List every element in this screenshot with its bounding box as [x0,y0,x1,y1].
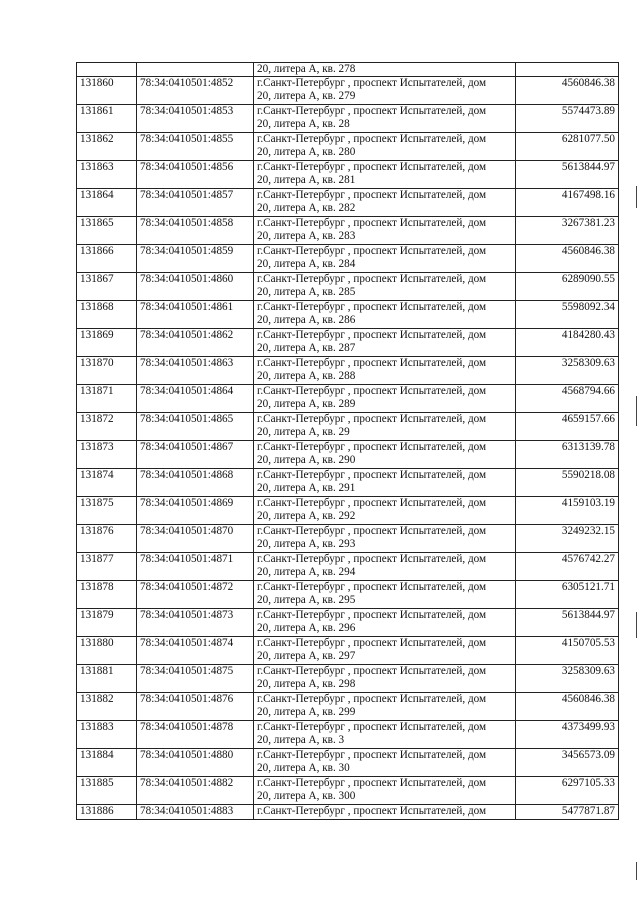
cadastral-number-cell: 78:34:0410501:4880 [137,749,254,777]
address-cell [254,385,516,413]
address-cell [254,413,516,441]
address-line: 20, литера А, кв. 290 [257,454,356,466]
address-line: г.Санкт-Петербург , проспект Испытателей, дом [257,77,487,89]
row-number-cell: 131869 [77,329,137,357]
row-number-cell: 131862 [77,133,137,161]
address-line: г.Санкт-Петербург , проспект Испытателей, дом [257,133,487,145]
row-number-cell: 131864 [77,189,137,217]
address-line: 20, литера А, кв. 278 [257,63,356,75]
address-line: 20, литера А, кв. 284 [257,258,356,270]
address-cell [254,693,516,721]
row-number-cell: 131867 [77,273,137,301]
address-cell [254,749,516,777]
address-line: г.Санкт-Петербург , проспект Испытателей, дом [257,777,487,789]
cadastral-number-cell: 78:34:0410501:4853 [137,105,254,133]
address-line: г.Санкт-Петербург , проспект Испытателей, дом [257,525,487,537]
cadastral-value-cell: 6297105.33 [516,777,619,805]
cadastral-value-cell: 3267381.23 [516,217,619,245]
cadastral-number-cell: 78:34:0410501:4868 [137,469,254,497]
table-row [77,63,619,77]
address-line: 20, литера А, кв. 287 [257,342,356,354]
address-line: г.Санкт-Петербург , проспект Испытателей, дом [257,357,487,369]
address-line: г.Санкт-Петербург , проспект Испытателей, дом [257,245,487,257]
address-cell [254,133,516,161]
address-line: 20, литера А, кв. 288 [257,370,356,382]
address-cell [254,805,516,820]
cadastral-value-cell: 4159103.19 [516,497,619,525]
address-line: г.Санкт-Петербург , проспект Испытателей, дом [257,665,487,677]
address-line: г.Санкт-Петербург , проспект Испытателей, дом [257,189,487,201]
table-row [77,497,619,525]
cadastral-number-cell: 78:34:0410501:4857 [137,189,254,217]
cadastral-value-cell: 4373499.93 [516,721,619,749]
address-line: 20, литера А, кв. 299 [257,706,356,718]
address-line: 20, литера А, кв. 281 [257,174,356,186]
address-cell [254,637,516,665]
cadastral-value-cell: 5590218.08 [516,469,619,497]
table-row [77,217,619,245]
address-line: г.Санкт-Петербург , проспект Испытателей, дом [257,441,487,453]
address-cell [254,525,516,553]
cadastral-value-cell: 4659157.66 [516,413,619,441]
table-row [77,77,619,105]
table-row [77,469,619,497]
address-cell [254,105,516,133]
cadastral-number-cell: 78:34:0410501:4878 [137,721,254,749]
table-row [77,161,619,189]
cadastral-number-cell: 78:34:0410501:4863 [137,357,254,385]
address-cell [254,469,516,497]
address-line: 20, литера А, кв. 295 [257,594,356,606]
address-line: г.Санкт-Петербург , проспект Испытателей, дом [257,497,487,509]
address-line: 20, литера А, кв. 28 [257,118,350,130]
address-line: г.Санкт-Петербург , проспект Испытателей, дом [257,581,487,593]
table-row [77,693,619,721]
row-number-cell: 131883 [77,721,137,749]
cadastral-value-cell: 3258309.63 [516,665,619,693]
cadastral-value-table [76,62,619,820]
cadastral-number-cell: 78:34:0410501:4871 [137,553,254,581]
table-row [77,329,619,357]
address-line: 20, литера А, кв. 3 [257,734,345,746]
cadastral-value-cell: 4576742.27 [516,553,619,581]
address-line: 20, литера А, кв. 289 [257,398,356,410]
address-line: г.Санкт-Петербург , проспект Испытателей, дом [257,721,487,733]
cadastral-number-cell: 78:34:0410501:4858 [137,217,254,245]
address-line: 20, литера А, кв. 300 [257,790,356,802]
cadastral-number-cell: 78:34:0410501:4870 [137,525,254,553]
cadastral-value-cell: 5477871.87 [516,805,619,820]
cadastral-number-cell: 78:34:0410501:4876 [137,693,254,721]
table-row [77,665,619,693]
table-row [77,357,619,385]
table-row [77,301,619,329]
address-line: 20, литера А, кв. 291 [257,482,356,494]
address-line: 20, литера А, кв. 294 [257,566,356,578]
row-number-cell: 131881 [77,665,137,693]
table-row [77,245,619,273]
address-line: г.Санкт-Петербург , проспект Испытателей, дом [257,469,487,481]
table-row [77,805,619,820]
row-number-cell: 131886 [77,805,137,820]
table-row [77,749,619,777]
cadastral-value-cell: 6313139.78 [516,441,619,469]
address-line: 20, литера А, кв. 292 [257,510,356,522]
row-number-cell: 131868 [77,301,137,329]
address-cell [254,441,516,469]
table-row [77,273,619,301]
row-number-cell: 131884 [77,749,137,777]
address-line: 20, литера А, кв. 283 [257,230,356,242]
address-cell [254,245,516,273]
cadastral-number-cell: 78:34:0410501:4860 [137,273,254,301]
address-line: 20, литера А, кв. 282 [257,202,356,214]
row-number-cell: 131878 [77,581,137,609]
cadastral-value-cell: 4184280.43 [516,329,619,357]
row-number-cell: 131866 [77,245,137,273]
cadastral-value-cell [516,63,619,77]
scan-edge-mark [636,862,637,880]
address-cell [254,63,516,77]
cadastral-value-cell: 6289090.55 [516,273,619,301]
table-row [77,637,619,665]
cadastral-value-cell: 4560846.38 [516,245,619,273]
scan-edge-mark [636,186,637,208]
row-number-cell: 131863 [77,161,137,189]
address-cell [254,161,516,189]
row-number-cell: 131872 [77,413,137,441]
address-line: г.Санкт-Петербург , проспект Испытателей, дом [257,553,487,565]
cadastral-number-cell: 78:34:0410501:4861 [137,301,254,329]
cadastral-number-cell: 78:34:0410501:4856 [137,161,254,189]
row-number-cell [77,63,137,77]
address-line: 20, литера А, кв. 297 [257,650,356,662]
cadastral-value-cell: 4150705.53 [516,637,619,665]
cadastral-value-cell: 5613844.97 [516,609,619,637]
row-number-cell: 131865 [77,217,137,245]
address-line: 20, литера А, кв. 286 [257,314,356,326]
cadastral-value-cell: 5613844.97 [516,161,619,189]
table-row [77,553,619,581]
address-line: 20, литера А, кв. 293 [257,538,356,550]
cadastral-value-cell: 6305121.71 [516,581,619,609]
cadastral-number-cell: 78:34:0410501:4875 [137,665,254,693]
cadastral-value-cell: 4560846.38 [516,77,619,105]
address-line: г.Санкт-Петербург , проспект Испытателей, дом [257,805,487,817]
address-cell [254,497,516,525]
address-cell [254,189,516,217]
table-row [77,441,619,469]
row-number-cell: 131877 [77,553,137,581]
address-cell [254,721,516,749]
address-line: 20, литера А, кв. 30 [257,762,350,774]
address-line: г.Санкт-Петербург , проспект Испытателей, дом [257,301,487,313]
address-line: 20, литера А, кв. 298 [257,678,356,690]
cadastral-value-cell: 3258309.63 [516,357,619,385]
row-number-cell: 131880 [77,637,137,665]
table-row [77,105,619,133]
address-line: г.Санкт-Петербург , проспект Испытателей, дом [257,749,487,761]
table-row [77,609,619,637]
cadastral-number-cell: 78:34:0410501:4874 [137,637,254,665]
row-number-cell: 131873 [77,441,137,469]
cadastral-number-cell: 78:34:0410501:4862 [137,329,254,357]
cadastral-value-cell: 5574473.89 [516,105,619,133]
row-number-cell: 131861 [77,105,137,133]
address-cell [254,357,516,385]
address-cell [254,665,516,693]
row-number-cell: 131885 [77,777,137,805]
cadastral-number-cell: 78:34:0410501:4867 [137,441,254,469]
cadastral-value-cell: 4560846.38 [516,693,619,721]
address-line: 20, литера А, кв. 285 [257,286,356,298]
address-line: г.Санкт-Петербург , проспект Испытателей, дом [257,385,487,397]
row-number-cell: 131874 [77,469,137,497]
scan-edge-mark [636,612,637,638]
cadastral-number-cell: 78:34:0410501:4872 [137,581,254,609]
scan-edge-mark [636,396,637,426]
cadastral-value-cell: 4167498.16 [516,189,619,217]
row-number-cell: 131870 [77,357,137,385]
table-row [77,721,619,749]
row-number-cell: 131882 [77,693,137,721]
cadastral-value-cell: 4568794.66 [516,385,619,413]
address-line: 20, литера А, кв. 29 [257,426,350,438]
table-row [77,385,619,413]
address-cell [254,777,516,805]
address-cell [254,301,516,329]
address-line: г.Санкт-Петербург , проспект Испытателей, дом [257,161,487,173]
cadastral-number-cell: 78:34:0410501:4864 [137,385,254,413]
cadastral-value-cell: 6281077.50 [516,133,619,161]
address-line: 20, литера А, кв. 279 [257,90,356,102]
address-line: г.Санкт-Петербург , проспект Испытателей, дом [257,609,487,621]
address-line: г.Санкт-Петербург , проспект Испытателей, дом [257,329,487,341]
address-cell [254,329,516,357]
address-line: г.Санкт-Петербург , проспект Испытателей, дом [257,273,487,285]
cadastral-value-cell: 3456573.09 [516,749,619,777]
address-line: г.Санкт-Петербург , проспект Испытателей, дом [257,637,487,649]
address-cell [254,77,516,105]
table-row [77,525,619,553]
row-number-cell: 131879 [77,609,137,637]
cadastral-number-cell: 78:34:0410501:4873 [137,609,254,637]
cadastral-value-cell: 5598092.34 [516,301,619,329]
cadastral-number-cell: 78:34:0410501:4869 [137,497,254,525]
row-number-cell: 131860 [77,77,137,105]
address-line: г.Санкт-Петербург , проспект Испытателей, дом [257,105,487,117]
cadastral-number-cell [137,63,254,77]
address-line: г.Санкт-Петербург , проспект Испытателей, дом [257,693,487,705]
cadastral-number-cell: 78:34:0410501:4852 [137,77,254,105]
address-cell [254,273,516,301]
row-number-cell: 131871 [77,385,137,413]
cadastral-number-cell: 78:34:0410501:4865 [137,413,254,441]
table-row [77,133,619,161]
address-line: 20, литера А, кв. 296 [257,622,356,634]
table-row [77,581,619,609]
cadastral-number-cell: 78:34:0410501:4883 [137,805,254,820]
address-line: 20, литера А, кв. 280 [257,146,356,158]
cadastral-value-cell: 3249232.15 [516,525,619,553]
row-number-cell: 131876 [77,525,137,553]
table-row [77,189,619,217]
cadastral-number-cell: 78:34:0410501:4882 [137,777,254,805]
table-row [77,413,619,441]
address-line: г.Санкт-Петербург , проспект Испытателей, дом [257,413,487,425]
address-cell [254,553,516,581]
address-cell [254,609,516,637]
address-cell [254,217,516,245]
row-number-cell: 131875 [77,497,137,525]
address-cell [254,581,516,609]
cadastral-number-cell: 78:34:0410501:4855 [137,133,254,161]
table-row [77,777,619,805]
cadastral-number-cell: 78:34:0410501:4859 [137,245,254,273]
table-body [77,63,619,820]
address-line: г.Санкт-Петербург , проспект Испытателей, дом [257,217,487,229]
